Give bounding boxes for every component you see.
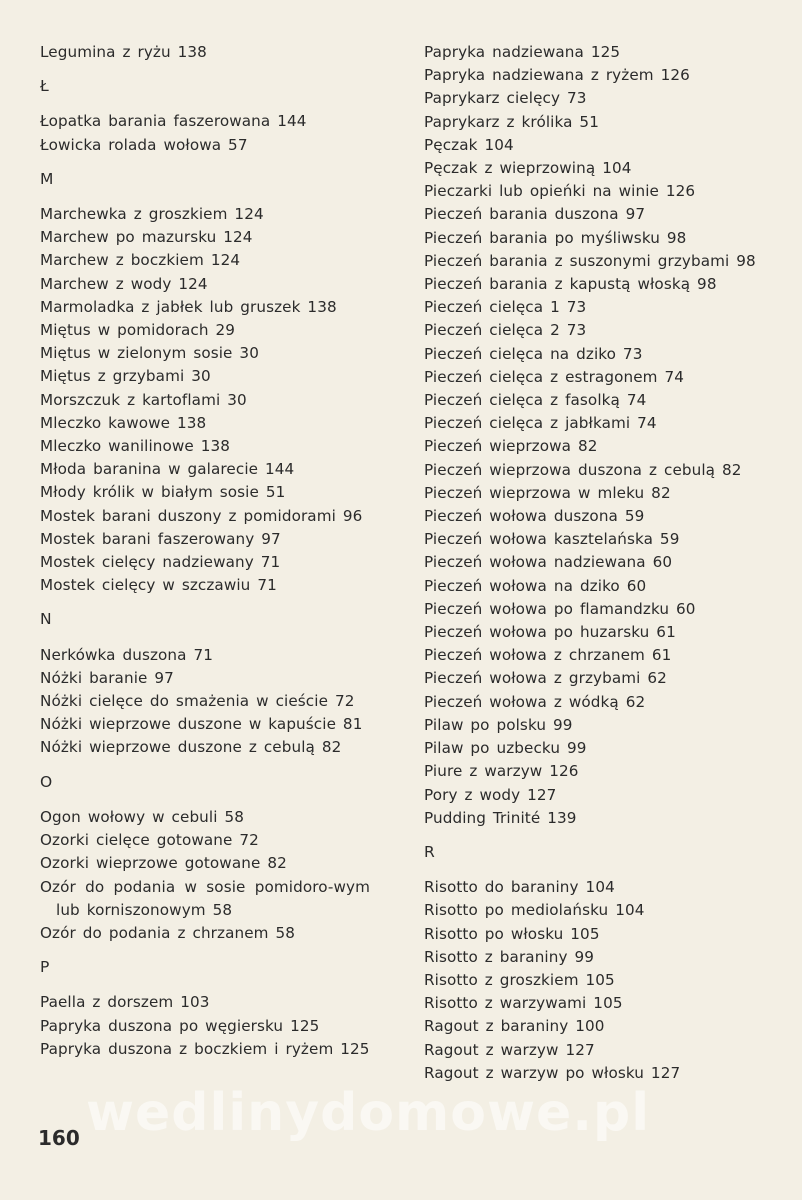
index-entry: Miętus z grzybami 30 <box>40 367 211 386</box>
index-entry: Risotto z groszkiem 105 <box>424 970 615 989</box>
watermark: wedlinydomowe.pl <box>86 1083 651 1143</box>
index-entry: Marchew z boczkiem 124 <box>40 251 241 270</box>
index-entry: Paella z dorszem 103 <box>40 993 210 1012</box>
index-entry: Pieczeń cielęca z estragonem 74 <box>424 367 684 386</box>
index-entry: Pieczeń cielęca z fasolką 74 <box>424 391 647 410</box>
index-entry: Pieczarki lub opieńki na winie 126 <box>424 182 696 201</box>
index-entry: Pieczeń cielęca 2 73 <box>424 321 587 340</box>
index-entry: Papryka nadziewana 125 <box>424 43 621 61</box>
index-entry: Ragout z baraniny 100 <box>424 1017 605 1036</box>
index-entry: Pieczeń barania z suszonymi grzybami 98 <box>424 251 756 270</box>
index-entry: Mleczko kawowe 138 <box>40 413 207 432</box>
index-entry: Marchew z wody 124 <box>40 274 208 293</box>
index-entry: Papryka duszona z boczkiem i ryżem 125 <box>40 1039 370 1058</box>
index-entry: Miętus w zielonym sosie 30 <box>40 344 259 363</box>
index-entry: Pieczeń wołowa na dziko 60 <box>424 576 647 595</box>
index-entry: Ozór do podania z chrzanem 58 <box>40 923 296 942</box>
index-entry: Ozorki wieprzowe gotowane 82 <box>40 854 287 873</box>
index-entry: Pieczeń wołowa z chrzanem 61 <box>424 646 672 665</box>
index-entry: Pudding Trinité 139 <box>424 808 577 827</box>
index-entry: Łopatka barania faszerowana 144 <box>40 112 307 131</box>
index-entry: Pieczeń cielęca 1 73 <box>424 298 587 317</box>
left-index-column <box>40 41 370 1061</box>
index-entry: Pilaw po uzbecku 99 <box>424 739 587 758</box>
index-entry: Pieczeń wołowa duszona 59 <box>424 507 645 526</box>
section-letter: O <box>40 772 53 791</box>
index-entry: Pieczeń cielęca z jabłkami 74 <box>424 414 657 433</box>
index-entry: Mleczko wanilinowe 138 <box>40 437 231 456</box>
index-entry: Miętus w pomidorach 29 <box>40 321 235 340</box>
index-entry: Ragout z warzyw 127 <box>424 1040 595 1059</box>
index-entry: Pieczeń wieprzowa 82 <box>424 437 598 456</box>
index-entry: Risotto po mediolańsku 104 <box>424 901 645 920</box>
index-entry: Pieczeń wieprzowa duszona z cebulą 82 <box>424 460 742 479</box>
index-entry: Risotto z baraniny 99 <box>424 947 595 966</box>
index-entry: Pieczeń wołowa kasztelańska 59 <box>424 530 680 549</box>
index-entry: Ozór do podania w sosie pomidoro-wym lub korniszonowym 58 <box>40 877 370 919</box>
index-entry: Paprykarz cielęcy 73 <box>424 89 587 108</box>
index-entry: Legumina z ryżu 138 <box>40 43 207 61</box>
index-entry: Mostek barani faszerowany 97 <box>40 529 281 548</box>
index-entry: Pieczeń barania po myśliwsku 98 <box>424 228 687 247</box>
index-entry: Ragout z warzyw po włosku 127 <box>424 1063 681 1082</box>
index-entry: Nóżki wieprzowe duszone w kapuście 81 <box>40 715 363 734</box>
index-entry: Morszczuk z kartoflami 30 <box>40 390 247 409</box>
index-entry: Nóżki cielęce do smażenia w cieście 72 <box>40 692 355 711</box>
index-entry: Pieczeń barania z kapustą włoską 98 <box>424 275 717 294</box>
index-entry: Nóżki baranie 97 <box>40 668 174 687</box>
section-letter: Ł <box>40 77 49 96</box>
index-entry: Pieczeń wołowa po flamandzku 60 <box>424 599 696 618</box>
index-entry: Risotto po włosku 105 <box>424 924 600 943</box>
section-letter: N <box>40 610 52 629</box>
index-entry: Ogon wołowy w cebuli 58 <box>40 807 244 826</box>
section-letter: R <box>424 842 435 861</box>
index-entry: Nóżki wieprzowe duszone z cebulą 82 <box>40 738 342 757</box>
index-entry: Ozorki cielęce gotowane 72 <box>40 831 259 850</box>
index-entry: Pieczeń wołowa z wódką 62 <box>424 692 646 711</box>
index-entry: Pieczeń cielęca na dziko 73 <box>424 344 643 363</box>
index-entry: Pieczeń wołowa po huzarsku 61 <box>424 623 676 642</box>
index-entry: Pieczeń wołowa z grzybami 62 <box>424 669 667 688</box>
index-entry: Papryka nadziewana z ryżem 126 <box>424 66 690 85</box>
index-entry: Risotto do baraniny 104 <box>424 878 615 897</box>
index-entry: Pieczeń barania duszona 97 <box>424 205 646 224</box>
index-entry: Paprykarz z królika 51 <box>424 112 599 131</box>
index-entry: Marmoladka z jabłek lub gruszek 138 <box>40 297 337 316</box>
index-entry: Pieczeń wieprzowa w mleku 82 <box>424 483 671 502</box>
index-entry: Piure z warzyw 126 <box>424 762 579 781</box>
section-letter: M <box>40 169 54 188</box>
index-entry: Mostek cielęcy w szczawiu 71 <box>40 576 277 595</box>
index-entry: Łowicka rolada wołowa 57 <box>40 135 248 154</box>
index-entry: Mostek barani duszony z pomidorami 96 <box>40 506 363 525</box>
index-entry: Młody królik w białym sosie 51 <box>40 483 286 502</box>
index-entry: Risotto z warzywami 105 <box>424 994 623 1013</box>
index-entry: Pieczeń wołowa nadziewana 60 <box>424 553 673 572</box>
index-entry: Marchew po mazursku 124 <box>40 228 253 247</box>
index-entry: Nerkówka duszona 71 <box>40 645 214 664</box>
index-entry: Papryka duszona po węgiersku 125 <box>40 1016 320 1035</box>
right-index-column <box>424 41 764 1085</box>
index-entry: Pory z wody 127 <box>424 785 557 804</box>
index-entry: Młoda baranina w galarecie 144 <box>40 460 295 479</box>
index-entry: Pilaw po polsku 99 <box>424 715 573 734</box>
index-entry: Marchewka z groszkiem 124 <box>40 205 264 224</box>
index-entry: Pęczak 104 <box>424 135 514 154</box>
page-number: 160 <box>38 1126 80 1150</box>
index-entry: Pęczak z wieprzowiną 104 <box>424 159 632 178</box>
index-entry: Mostek cielęcy nadziewany 71 <box>40 553 281 572</box>
section-letter: P <box>40 958 50 977</box>
